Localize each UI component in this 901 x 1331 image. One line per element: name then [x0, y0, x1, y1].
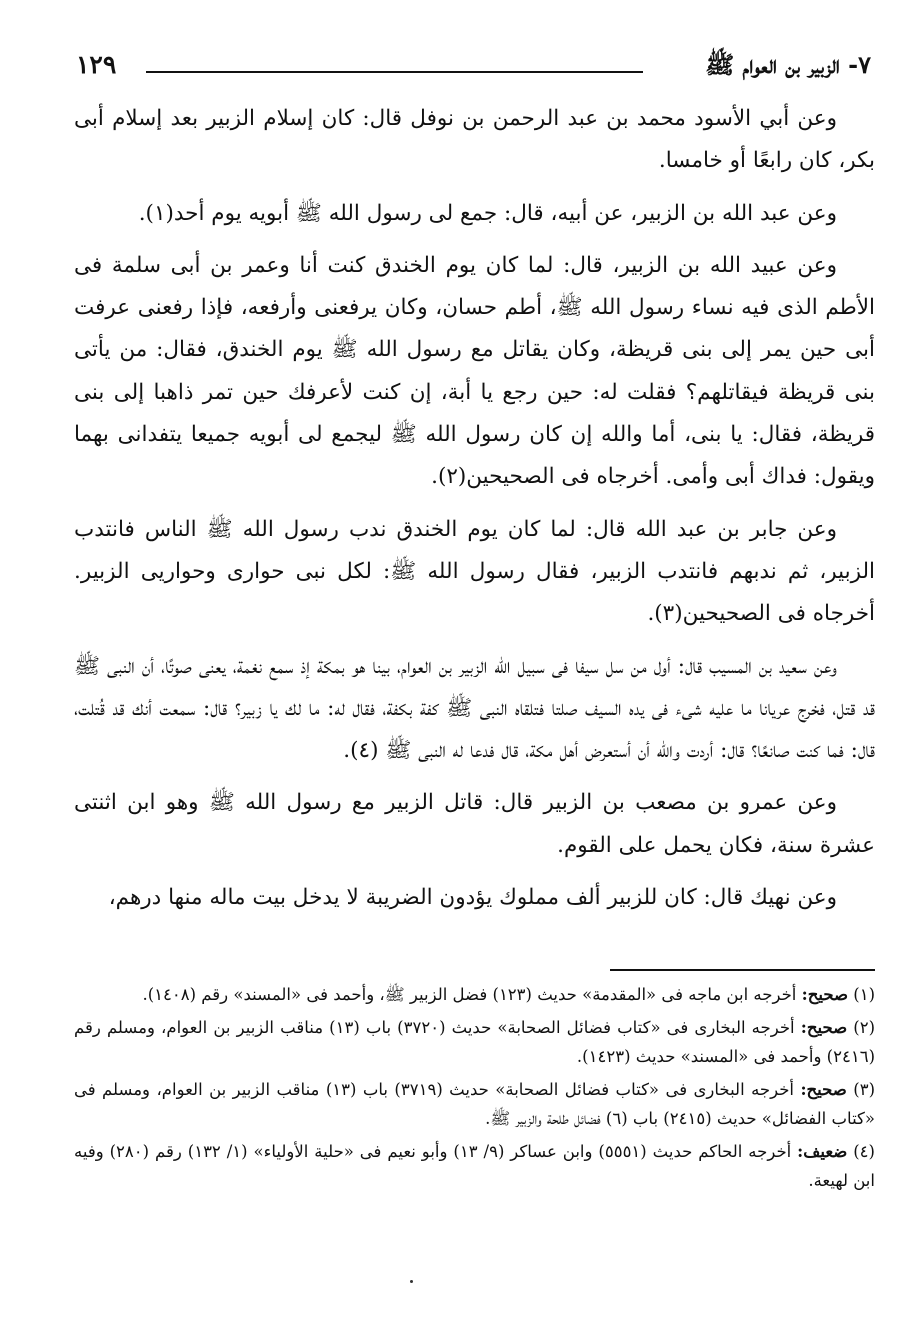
- paragraph: وعن عبد الله بن الزبير، عن أبيه، قال: جمع لى رسول الله ﷺ أبويه يوم أحد(١).: [138, 200, 837, 226]
- paragraph: وعن عمرو بن مصعب بن الزبير قال: قاتل الزبير مع رسول الله ﷺ وهو ابن اثنتى عشرة سنة، فكان يحمل على القوم.: [74, 790, 875, 858]
- footnote-separator: [610, 969, 875, 971]
- footnote-grade: صحيح:: [801, 985, 848, 1004]
- footnote-number: (١): [853, 985, 875, 1004]
- footnote-text: أخرجه البخارى فى «كتاب فضائل الصحابة» حديث (٣٧٢٠) باب (١٣) مناقب الزبير بن العوام، ومسلم رقم (٢٤١٦) وأحمد فى «المسند» حديث (١٤٢٣).: [74, 1018, 875, 1066]
- footnote-item: [74, 1013, 875, 1071]
- scan-speck: [410, 1280, 413, 1283]
- footnote-grade: صحيح:: [800, 1080, 847, 1099]
- footnote-number: (٣): [853, 1080, 875, 1099]
- footnotes: [74, 980, 875, 1199]
- footnote-number: (٢): [853, 1018, 876, 1037]
- footnote-item: [74, 980, 875, 1009]
- paragraph: وعن عبيد الله بن الزبير، قال: لما كان يوم الخندق كنت أنا وعمر بن أبى سلمة فى الأطم الذى فيه نساء رسول الله ﷺ، أطم حسان، وكان يرفعنى وأرفعه، فإذا رفعنى عرفت أبى حين يمر إلى بنى قريظة، وكان يقاتل مع رسول الله ﷺ يوم الخندق، فقال: من يأتى بنى قريظة فيقاتلهم؟ فقلت له: حين رجع يا أبة، إن كنت لأعرفك حين تمر ذاهبا إلى بنى قريظة، فقال: يا بنى، أما والله إن كان رسول الله ﷺ ليجمع لى أبويه جميعا يتفدانى بهما ويقول: فداك أبى وأمى. أخرجاه فى الصحيحين(٢).: [74, 252, 875, 490]
- footnote-text: أخرجه البخارى فى «كتاب فضائل الصحابة» حديث (٣٧١٩) باب (١٣) مناقب الزبير بن العوام، ومسلم فى «كتاب الفضائل» حديث (٢٤١٥) باب (٦) فضائل طلحة والزبير ﷺ.: [74, 1080, 875, 1128]
- paragraph: وعن سعيد بن المسيب قال: أول من سل سيفا فى سبيل الله الزبير بن العوام، بينا هو بمكة إذ سمع نغمة، يعنى صوتًا، أن النبى ﷺ قد قتل، فخرج عريانا ما عليه شىء فى يده السيف صلتا فتلقاه النبى ﷺ كفة بكفة، فقال له: ما لك يا زبير؟ قال: سمعت أنك قد قُتلت، قال: فما كنت صانعًا؟ قال: أردت والله أن أستعرض أهل مكة، قال فدعا له النبى ﷺ (٤).: [74, 653, 875, 764]
- paragraph: وعن أبي الأسود محمد بن عبد الرحمن بن نوفل قال: كان إسلام الزبير بعد إسلام أبى بكر، كان رابعًا أو خامسا.: [74, 106, 875, 174]
- footnote-item: [74, 1137, 875, 1195]
- footnote-grade: ضعيف:: [797, 1142, 848, 1161]
- footnote-grade: صحيح:: [800, 1018, 848, 1037]
- running-header: [76, 50, 871, 90]
- paragraph: وعن جابر بن عبد الله قال: لما كان يوم الخندق ندب رسول الله ﷺ الناس فانتدب الزبير، ثم ندبهم فانتدب الزبير، فقال رسول الله ﷺ: لكل نبى حوارى وحواريى الزبير. أخرجاه فى الصحيحين(٣).: [74, 516, 875, 627]
- footnote-number: (٤): [853, 1142, 875, 1161]
- footnote-item: [74, 1075, 875, 1133]
- header-rule: [146, 71, 643, 73]
- footnote-text: أخرجه الحاكم حديث (٥٥٥١) وابن عساكر (٩/ ١٣) وأبو نعيم فى «حلية الأولياء» (١/ ١٣٢) رقم (٢٨٠) وفيه ابن لهيعة.: [74, 1142, 875, 1190]
- chapter-title: ٧- الزبير بن العوام ﷺ: [705, 50, 871, 79]
- paragraph: وعن نهيك قال: كان للزبير ألف مملوك يؤدون الضريبة لا يدخل بيت ماله منها درهم،: [108, 885, 837, 911]
- footnote-text: أخرجه ابن ماجه فى «المقدمة» حديث (١٢٣) فضل الزبير ﷺ، وأحمد فى «المسند» رقم (١٤٠٨).: [142, 985, 797, 1004]
- page-number: ١٢٩: [76, 50, 117, 79]
- main-text: [74, 98, 875, 929]
